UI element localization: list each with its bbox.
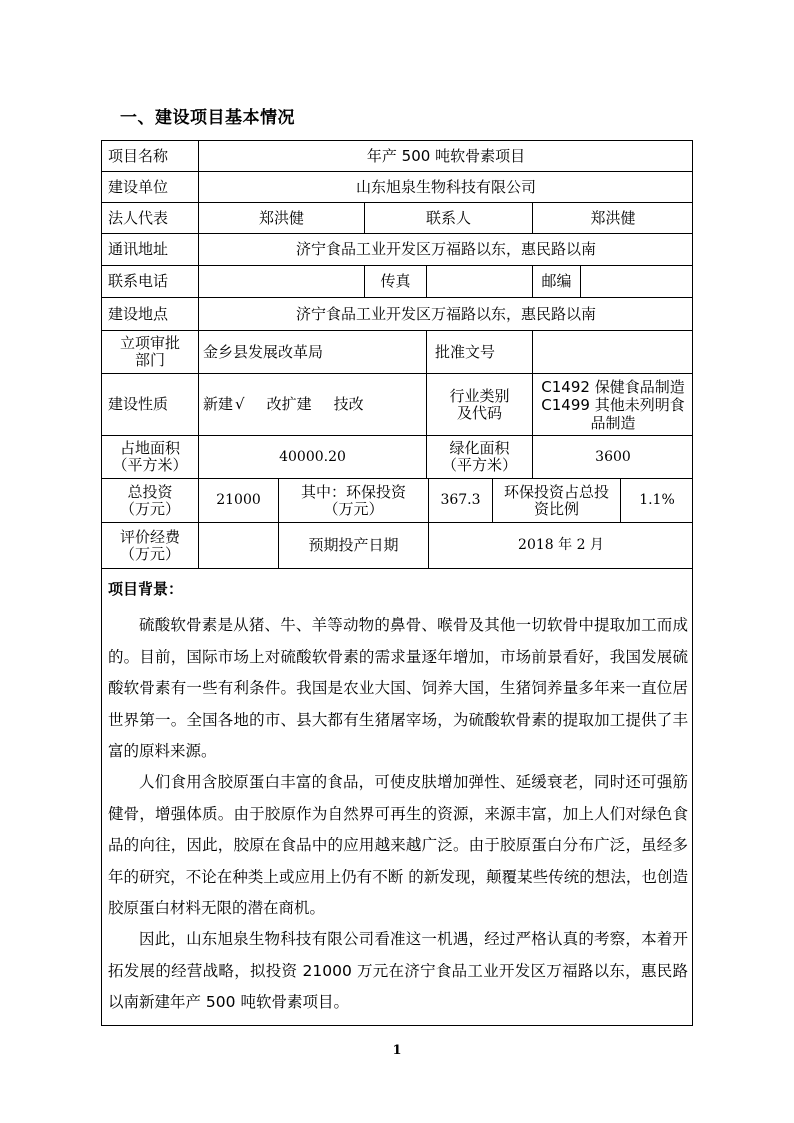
postcode-value [581,266,693,298]
area-value: 40000.20 [199,436,427,479]
env-ratio-value: 1.1% [621,479,693,523]
legal-rep-label: 法人代表 [102,203,199,234]
area-label-1: 占地面积 [119,439,180,457]
background-paragraph-3: 因此，山东旭泉生物科技有限公司看准这一机遇，经过严格认真的考察，本着开拓发展的经营战略，拟投资 21000 万元在济宁食品工业开发区万福路以东，惠民路以南新建年产 500 吨软骨素项目。 [108,930,688,1011]
env-ratio-label-2: 资比例 [533,499,579,518]
approval-dept-label-2: 部门 [134,351,165,369]
background-title: 项目背景： [108,580,184,598]
eval-fee-label [102,523,199,569]
invest-label-2: （万元） [119,499,180,518]
fax-value [427,266,533,298]
approval-dept-label-1: 立项审批 [119,334,180,352]
start-date-value: 2018 年 2 月 [429,523,693,569]
contact-value: 郑洪健 [533,203,693,234]
page-number: 1 [392,1043,402,1058]
env-ratio-label [493,479,621,523]
nature-options [199,374,427,436]
industry-value [533,374,693,436]
location-value: 济宁食品工业开发区万福路以东，惠民路以南 [199,298,693,331]
postcode-label: 邮编 [533,266,581,298]
env-invest-label [279,479,429,523]
contact-label: 联系人 [365,203,533,234]
industry-line-2: C1499 其他未列明食 [541,395,685,414]
area-label-2: （平方米） [112,456,188,474]
project-name-label: 项目名称 [102,141,199,172]
nature-label: 建设性质 [102,374,199,436]
industry-label-2: 及代码 [456,403,502,422]
unit-label: 建设单位 [102,172,199,203]
phone-value [199,266,365,298]
project-name-value: 年产 500 吨软骨素项目 [199,141,693,172]
green-value: 3600 [533,436,693,479]
invest-label [102,479,199,523]
address-label: 通讯地址 [102,234,199,266]
approval-no-label: 批准文号 [427,331,533,374]
unit-value: 山东旭泉生物科技有限公司 [199,172,693,203]
eval-fee-label-2: （万元） [119,544,180,563]
industry-line-3: 品制造 [590,413,636,432]
background-paragraph-1: 硫酸软骨素是从猪、牛、羊等动物的鼻骨、喉骨及其他一切软骨中提取加工而成的。目前，国际市场上对硫酸软骨素的需求量逐年增加，市场前景看好，我国发展硫酸软骨素有一些有利条件。我国是农业大国、饲养大国，生猪饲养量多年来一直位居世界第一。全国各地的市、县大都有生猪屠宰场，为硫酸软骨素的提取加工提供了丰富的原料来源。 [108,616,688,760]
location-label: 建设地点 [102,298,199,331]
industry-line-1: C1492 保健食品制造 [541,377,685,396]
area-label [102,436,199,479]
green-label [427,436,533,479]
approval-dept-value: 金乡县发展改革局 [199,331,427,374]
legal-rep-value: 郑洪健 [199,203,365,234]
approval-no-value [533,331,693,374]
invest-value: 21000 [199,479,279,523]
address-value: 济宁食品工业开发区万福路以东，惠民路以南 [199,234,693,266]
nature-expand: 改扩建 [266,395,312,413]
eval-fee-value [199,523,279,569]
background-paragraph-2: 人们食用含胶原蛋白丰富的食品，可使皮肤增加弹性、延缓衰老，同时还可强筋健骨，增强体质。由于胶原作为自然界可再生的资源，来源丰富，加上人们对绿色食品的向往，因此，胶原在食品中的应用越来越广泛。由于胶原蛋白分布广泛，虽经多年的研究，不论在种类上或应用上仍有不断 的新发现，颠覆某些传统的想法，也创造胶原蛋白材料无限的潜在商机。 [108,773,688,917]
industry-label-1: 行业类别 [449,386,510,405]
green-label-2: （平方米） [441,456,517,474]
approval-dept-label [102,331,199,374]
nature-reform: 技改 [333,395,364,413]
nature-new: 新建 [203,395,234,413]
nature-check-mark: √ [235,395,245,413]
env-invest-value: 367.3 [429,479,493,523]
invest-label-1: 总投资 [127,482,173,501]
env-invest-label-2: （万元） [323,499,384,518]
green-label-1: 绿化面积 [449,439,510,457]
eval-fee-label-1: 评价经费 [119,527,180,546]
industry-label [427,374,533,436]
env-ratio-label-1: 环保投资占总投 [503,482,609,501]
fax-label: 传真 [365,266,427,298]
env-invest-label-1: 其中：环保投资 [300,482,406,501]
section-title: 一、建设项目基本情况 [120,108,295,128]
start-date-label: 预期投产日期 [279,523,429,569]
phone-label: 联系电话 [102,266,199,298]
